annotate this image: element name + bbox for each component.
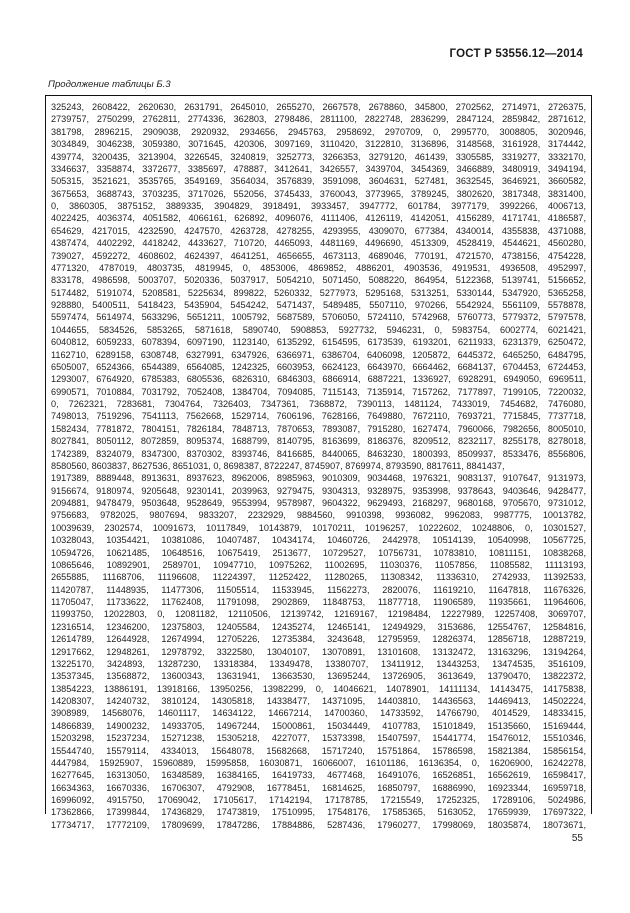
table-line: 11993750, 12022803, 0, 12081182, 12110506, 12139742, 12169167, 12198484, 12227989, 12257408, 3069707, (51, 609, 586, 620)
table-line: 8027841, 8050112, 8072859, 8095374, 1688799, 8140795, 8163699, 8186376, 8209512, 8232117, 8255178, 8278018, (51, 436, 586, 447)
table-line: 10039639, 2302574, 10091673, 10117849, 10143879, 10170211, 10196257, 10222602, 10248806, 0, 10301527, (51, 522, 586, 533)
table-line: 6505007, 6524366, 6544389, 6564085, 1242325, 6603953, 6624123, 6643970, 6664462, 6684137, 6704453, 6724453, (51, 361, 586, 372)
table-line: 12316514, 12346200, 12375803, 12405584, 12435274, 12465141, 12494929, 3153686, 12554767, 12584816, (51, 621, 586, 632)
table-line: 4022425, 4036374, 4051582, 4066161, 626892, 4096076, 4111406, 4126119, 4142051, 4156289, 4171741, 4186587, (51, 213, 586, 224)
table-line: 16634363, 16670336, 16706307, 4792908, 16778451, 16814625, 16850797, 16886990, 16923344, 16959718, (51, 782, 586, 793)
table-line: 15203298, 15237234, 15271238, 15305218, 4227077, 15373398, 15407597, 15441774, 15476012, 15510346, (51, 733, 586, 744)
table-line: 12614789, 12644928, 12674994, 12705226, 12735384, 3243648, 12795959, 12826374, 12856718, 12887219, (51, 634, 586, 645)
table-line: 2655885, 11168706, 11196608, 11224397, 11252422, 11280265, 11308342, 11336310, 2742933, 11392533, (51, 572, 586, 583)
table-line: 16277645, 16313050, 16348589, 16384165, 16419733, 4677468, 16491076, 16526851, 16562619, 16598417, (51, 770, 586, 781)
table-line: 9156674, 9180974, 9205648, 9230141, 2039963, 9279475, 9304313, 9328975, 9353998, 9378643, 9403646, 9428477, (51, 485, 586, 496)
standard-id-header: ГОСТ Р 53556.12—2014 (449, 48, 583, 60)
table-lines (51, 101, 586, 831)
table-line: 1582434, 7781872, 7804151, 7826184, 7848713, 7870653, 7893087, 7915280, 1627474, 7960066, 7982656, 8005010, (51, 423, 586, 434)
table-line: 13225170, 3424893, 13287230, 13318384, 13349478, 13380707, 13411912, 13443253, 13474535, 3516109, (51, 658, 586, 669)
table-line: 4447984, 15925907, 15960889, 15995858, 16030871, 16066007, 16101186, 16136354, 0, 16206900, 16242278, (51, 757, 586, 768)
table-line: 10328043, 10354421, 10381086, 10407487, 10434174, 10460726, 2442978, 10514139, 10540998, 10567725, (51, 535, 586, 546)
table-line: 325243, 2608422, 2620630, 2631791, 2645010, 2655270, 2667578, 2678860, 345800, 2702562, 2714971, 2726375, (51, 102, 586, 112)
table-line: 17362866, 17399844, 17436829, 17473819, 17510995, 17548176, 17585365, 5163052, 17659939, 17697322, (51, 807, 586, 818)
table-line: 3034849, 3046238, 3059380, 3071645, 420306, 3097169, 3110420, 3122810, 3136896, 3148568, 3161928, 3174442, (51, 139, 586, 150)
table-line: 928880, 5400511, 5418423, 5435904, 5454242, 5471437, 5489485, 5507110, 970266, 5542924, 5561109, 5578878, (51, 300, 586, 310)
table-line: 5174482, 5191074, 5208581, 5225634, 899822, 5260332, 5277973, 5295168, 5313251, 5330144, 5347920, 5365258, (51, 287, 586, 298)
table-line: 15544740, 15579114, 4334013, 15648078, 15682668, 15717240, 15751864, 15786598, 15821384, 15856154, (51, 745, 586, 756)
table-line: 3675653, 3688743, 3703235, 3717026, 552056, 3745433, 3760043, 3773965, 3789245, 3802620, 3817348, 3831400, (51, 188, 586, 199)
table-line: 12917662, 12948261, 12978792, 3322580, 13040107, 13070891, 13101608, 13132472, 13163296, 13194264, (51, 646, 586, 657)
table-line: 1917389, 8889448, 8913631, 8937623, 8962006, 8985963, 9010309, 9034468, 1976321, 9083137, 9107647, 9131973, (51, 473, 586, 484)
table-line: 4387474, 4402292, 4418242, 4433627, 710720, 4465093, 4481169, 4496690, 4513309, 4528419, 4544621, 4560280, (51, 238, 586, 249)
table-line: 4771320, 4787019, 4803735, 4819945, 0, 4853006, 4869852, 4886201, 4903536, 4919531, 4936508, 4952997, (51, 262, 586, 273)
table-line: 1293007, 6764920, 6785383, 6805536, 6826310, 6846303, 6866914, 6887221, 1336927, 6928291, 6949050, 6969511, (51, 374, 586, 385)
table-line: 1162710, 6289158, 6308748, 6327991, 6347926, 6366971, 6386704, 6406098, 1205872, 6445372, 6465250, 6484795, (51, 349, 586, 360)
page-number: 55 (571, 833, 583, 844)
data-table (45, 95, 592, 830)
table-line: 739027, 4592272, 4608602, 4624397, 4641251, 4656655, 4673113, 4689046, 770191, 4721570, 4738156, 4754228, (51, 250, 586, 261)
table-line: 2094881, 9478479, 9503648, 9528649, 9553994, 9578987, 9604322, 9629493, 2168297, 9680168, 9705670, 9731012, (51, 498, 586, 508)
table-line: 2739757, 2750299, 2762811, 2774336, 362803, 2798486, 2811100, 2822748, 2836299, 2847124, 2859842, 2871612, (51, 114, 586, 125)
table-line: 11705047, 11733622, 11762408, 11791098, 2902869, 11848753, 11877718, 11906589, 11935661, 11964606, (51, 597, 586, 607)
table-line: 13537345, 13568872, 13600343, 13631941, 13663530, 13695244, 13726905, 3613649, 13790470, 13822372, (51, 671, 586, 682)
table-line: 17734717, 17772109, 17809699, 17847286, 17884886, 5287436, 17960277, 17998069, 18035874, 18073671, (51, 819, 586, 830)
table-line: 833178, 4986598, 5003707, 5020336, 5037917, 5054210, 5071450, 5088220, 864954, 5122368, 5139741, 5156652, (51, 275, 586, 286)
table-line: 10865646, 10892901, 2589701, 10947710, 10975262, 11002695, 11030376, 11057856, 11085582, 11113193, (51, 559, 586, 570)
table-line: 3908989, 14568076, 14601117, 14634122, 14667214, 14700360, 14733592, 14766790, 4014529, 14833415, (51, 708, 586, 719)
table-line: 505315, 3521621, 3535765, 3549169, 3564034, 3576839, 3591098, 3604631, 527481, 3632545, 3646921, 3660582, (51, 176, 586, 187)
table-line: 6990571, 7010884, 7031792, 7052408, 1384704, 7094085, 7115143, 7135914, 7157262, 7177897, 7199105, 7220032, (51, 386, 586, 397)
table-line: 10594726, 10621485, 10648516, 10675419, 2513677, 10729527, 10756731, 10783810, 10811151, 10838268, (51, 547, 586, 558)
table-line: 16996092, 4915750, 17069042, 17105617, 17142194, 17178785, 17215549, 17252325, 17289106, 5024986, (51, 795, 586, 805)
table-line: 381798, 2896215, 2909038, 2920932, 2934656, 2945763, 2958692, 2970709, 0, 2995770, 3008805, 3020946, (51, 126, 586, 137)
table-line: 14208307, 14240732, 3810124, 14305818, 14338477, 14371095, 14403810, 14436563, 14469413, 14502224, (51, 696, 586, 706)
table-continuation-caption: Продолжение таблицы Б.3 (48, 79, 171, 90)
table-line: 6040812, 6059233, 6078394, 6097190, 1123140, 6135292, 6154595, 6173539, 6193201, 6211933, 6231379, 6250472, (51, 337, 586, 348)
table-line: 1742389, 8324079, 8347300, 8370302, 8393746, 8416685, 8440065, 8463230, 1800393, 8509937, 8533476, 8556806, (51, 448, 586, 459)
table-line: 14866839, 14900232, 14933705, 14967244, 15000861, 15034449, 4107783, 15101849, 15135660, 15169444, (51, 720, 586, 731)
table-line: 7498013, 7519296, 7541113, 7562668, 1529714, 7606196, 7628166, 7649880, 7672110, 7693721, 7715845, 7737718, (51, 411, 586, 422)
table-line: 439774, 3200435, 3213904, 3226545, 3240819, 3252773, 3266353, 3279120, 461439, 3305585, 3319277, 3332170, (51, 151, 586, 162)
table-line: 9756683, 9782025, 9807694, 9833207, 2232929, 9884560, 9910398, 9936082, 9962083, 9987775, 10013782, (51, 510, 586, 521)
table-line: 11420787, 11448935, 11477306, 11505514, 11533945, 11562273, 2820076, 11619210, 11647818, 11676326, (51, 584, 586, 595)
table-line: 1044655, 5834526, 5853265, 5871618, 5890740, 5908853, 5927732, 5946231, 0, 5983754, 6002774, 6021421, (51, 324, 586, 335)
table-line: 654629, 4217015, 4232590, 4247570, 4263728, 4278255, 4293955, 4309070, 677384, 4340014, 4355838, 4371088, (51, 225, 586, 236)
table-line: 13854223, 13886191, 13918166, 13950256, 13982299, 0, 14046621, 14078901, 14111134, 14143475, 14175838, (51, 683, 586, 694)
table-line: 0, 7262321, 7283681, 7304764, 7326403, 7347361, 7368872, 7390113, 1481124, 7433019, 7454682, 7476080, (51, 399, 586, 409)
table-line: 0, 3860305, 3875152, 3889335, 3904829, 3918491, 3933457, 3947772, 601784, 3977179, 3992266, 4006713, (51, 201, 586, 211)
table-line: 5597474, 5614974, 5633296, 5651211, 1005792, 5687589, 5706050, 5724110, 5742968, 5760773, 5779372, 5797578, (51, 312, 586, 323)
table-line: 8580560, 8603837, 8627536, 8651031, 0, 8698387, 8722247, 8745907, 8769974, 8793590, 8817611, 8841437, (51, 460, 505, 471)
table-line: 3346637, 3358874, 3372677, 3385697, 478887, 3412641, 3426557, 3439704, 3454369, 3466889, 3480919, 3494194, (51, 163, 586, 174)
